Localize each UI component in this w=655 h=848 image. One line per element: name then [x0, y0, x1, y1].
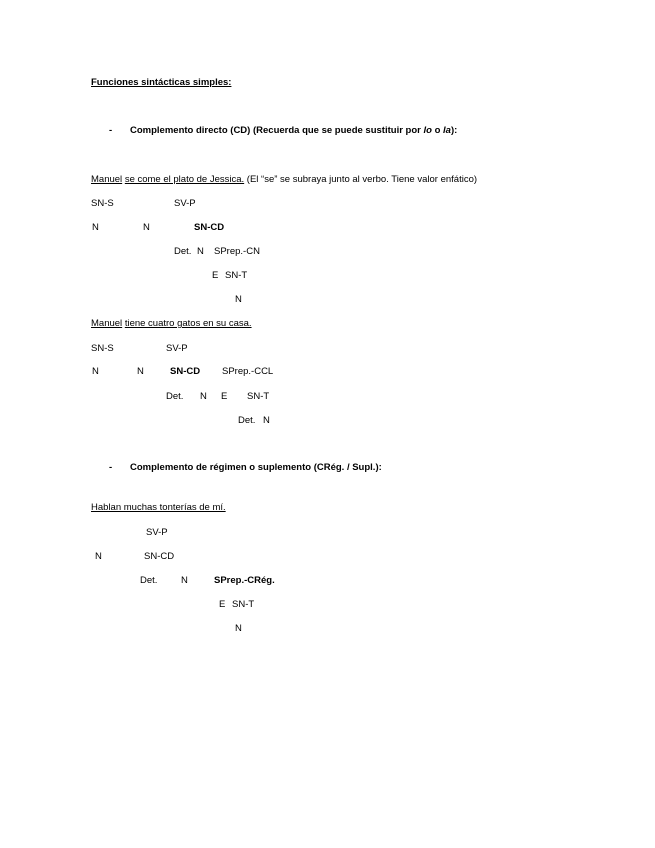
document-title: Funciones sintácticas simples: — [91, 77, 232, 88]
ex3-sn-cd: SN-CD — [144, 551, 175, 562]
ex3-sn-t: SN-T — [232, 599, 255, 610]
ex2-sn-cd: SN-CD — [170, 366, 201, 377]
ex1-n-t: N — [235, 294, 242, 305]
creg-heading: Complemento de régimen o suplemento (CRég. / Supl.): — [130, 462, 382, 473]
ex1-sn-t: SN-T — [225, 270, 248, 281]
ex3-det: Det. — [140, 575, 158, 586]
ex2-e: E — [221, 391, 228, 402]
cd-heading-lo: lo — [423, 125, 432, 136]
example1-note: (El “se” se subraya junto al verbo. Tiene valor enfático) — [244, 174, 478, 185]
cd-heading-suffix: ): — [450, 125, 458, 136]
ex1-n-subject: N — [92, 222, 99, 233]
ex2-sprep-ccl: SPrep.-CCL — [222, 366, 274, 377]
ex2-det: Det. — [166, 391, 184, 402]
ex3-n-cd: N — [181, 575, 188, 586]
ex2-det-t: Det. — [238, 415, 256, 426]
example1-predicate: se come el plato de Jessica. — [124, 174, 245, 185]
ex3-n-t: N — [235, 623, 242, 634]
example1-sentence — [91, 174, 477, 186]
cd-heading-la: la — [443, 125, 451, 136]
ex2-sv-p: SV-P — [166, 343, 188, 354]
ex3-e: E — [219, 599, 226, 610]
ex1-sv-p: SV-P — [174, 198, 196, 209]
cd-heading-or: o — [431, 125, 444, 136]
ex2-sn-t: SN-T — [247, 391, 270, 402]
ex1-sprep-cn: SPrep.-CN — [214, 246, 260, 257]
ex2-n-t: N — [263, 415, 270, 426]
creg-bullet: - — [109, 462, 113, 473]
ex3-n-verb: N — [95, 551, 102, 562]
ex1-sn-s: SN-S — [91, 198, 114, 209]
ex3-sprep-creg: SPrep.-CRég. — [214, 575, 275, 586]
ex1-n-cd: N — [197, 246, 204, 257]
example3-sentence: Hablan muchas tonterías de mí. — [91, 502, 226, 513]
example2-subject: Manuel — [91, 318, 123, 329]
cd-heading — [130, 125, 457, 137]
example2-predicate: tiene cuatro gatos en su casa. — [124, 318, 252, 329]
example1-subject: Manuel — [91, 174, 123, 185]
ex3-sv-p: SV-P — [146, 527, 168, 538]
ex2-sn-s: SN-S — [91, 343, 114, 354]
example2-sentence — [91, 318, 252, 330]
ex1-e: E — [212, 270, 219, 281]
ex1-det: Det. — [174, 246, 192, 257]
ex1-sn-cd: SN-CD — [194, 222, 225, 233]
ex2-n-cd: N — [200, 391, 207, 402]
cd-heading-prefix: Complemento directo (CD) (Recuerda que se puede sustituir por — [130, 125, 424, 136]
ex2-n-verb: N — [137, 366, 144, 377]
cd-bullet: - — [109, 125, 113, 136]
ex2-n-subject: N — [92, 366, 99, 377]
ex1-n-verb: N — [143, 222, 150, 233]
